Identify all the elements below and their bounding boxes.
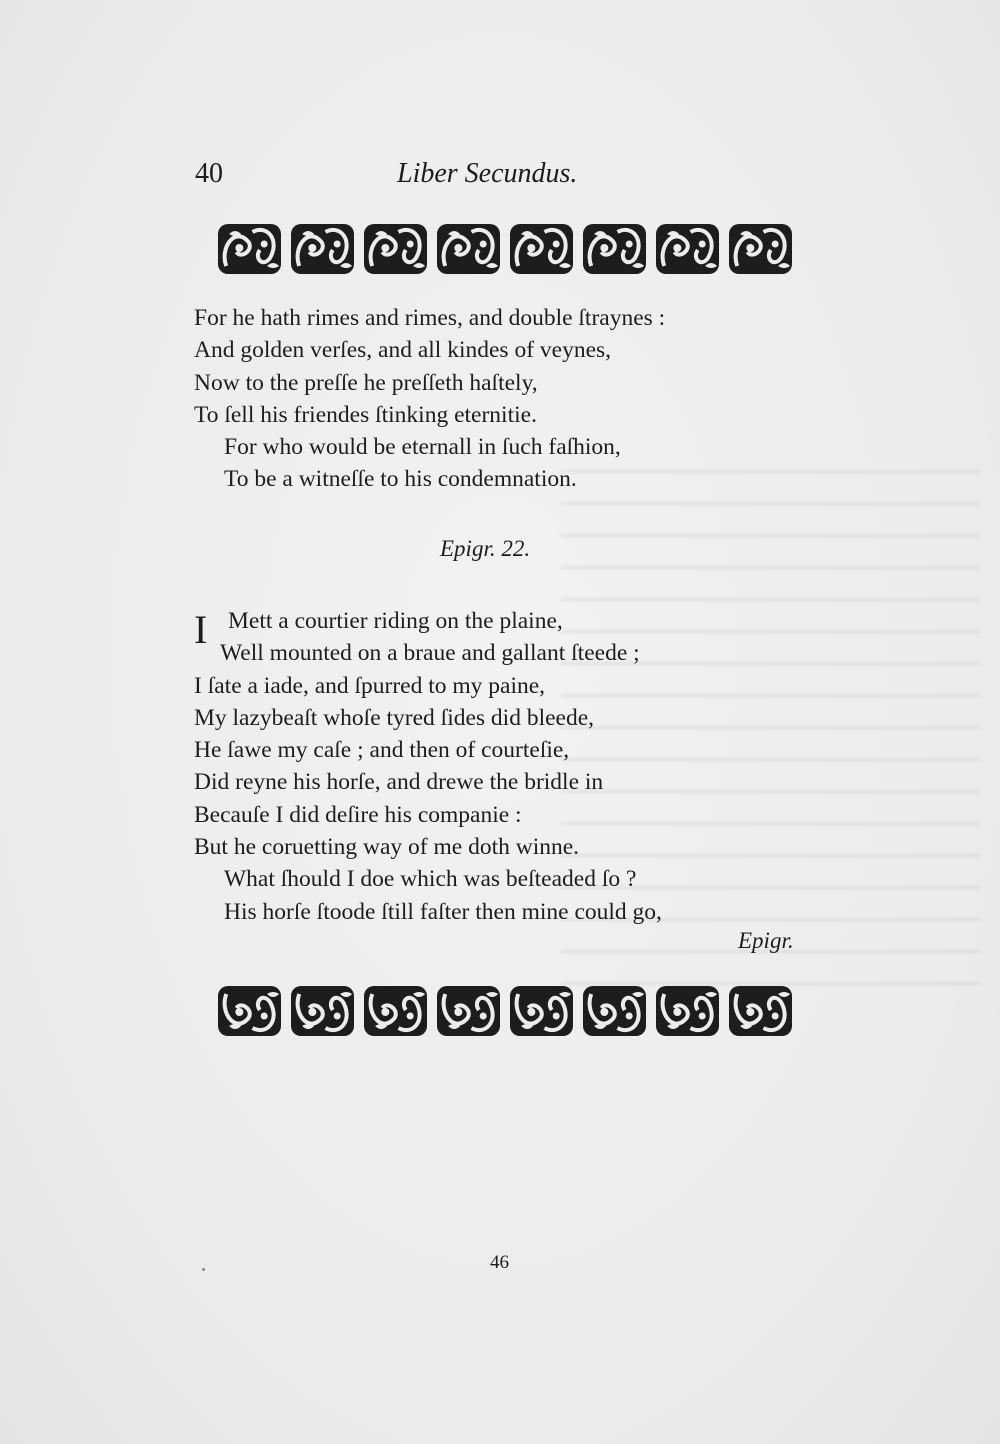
fleuron-icon [729, 224, 792, 274]
epigram-heading: Epigr. 22. [440, 536, 531, 561]
drop-capital: I [194, 607, 208, 652]
catchword: Epigr. [738, 928, 794, 953]
paper-speck [202, 1268, 205, 1271]
fleuron-icon [510, 986, 573, 1036]
epigram-body [194, 605, 834, 928]
verse-line: My lazybeaſt whoſe tyred ſides did bleede, [194, 704, 595, 731]
fleuron-icon [729, 986, 792, 1036]
fleuron-icon [583, 986, 646, 1036]
fleuron-icon [656, 986, 719, 1036]
fleuron-icon [437, 224, 500, 274]
verse-line: For he hath rimes and rimes, and double ſtraynes : [194, 305, 666, 331]
verse-line: For who would be eternall in ſuch faſhion, [224, 434, 621, 461]
verse-line: And golden verſes, and all kindes of veynes, [194, 337, 612, 364]
verse-line: Did reyne his horſe, and drewe the bridle in [194, 769, 604, 796]
verse-line: But he coruetting way of me doth winne. [194, 834, 580, 861]
page-number: 40 [195, 158, 223, 189]
verse-line: Well mounted on a braue and gallant ſteede ; [220, 640, 640, 667]
verse-line: Mett a courtier riding on the plaine, [228, 608, 563, 634]
fleuron-icon [656, 224, 719, 274]
fleuron-icon [510, 224, 573, 274]
verse-line: I ſate a iade, and ſpurred to my paine, [194, 672, 546, 699]
fleuron-band-icon [216, 980, 800, 1042]
fleuron-icon [218, 986, 281, 1036]
verse-line: Becauſe I did deſire his companie : [194, 801, 522, 828]
poem-stanza [194, 302, 834, 496]
fleuron-icon [437, 986, 500, 1036]
fleuron-icon [364, 224, 427, 274]
verse-line: His horſe ſtoode ſtill faſter then mine could go, [224, 898, 662, 925]
verse-line: He ſawe my caſe ; and then of courteſie, [194, 737, 570, 764]
verse-line: To be a witneſſe to his condemnation. [224, 466, 577, 493]
fleuron-icon [291, 224, 354, 274]
fleuron-band-icon [216, 218, 800, 280]
fleuron-icon [218, 224, 281, 274]
fleuron-icon [291, 986, 354, 1036]
verse-line: To ſell his friendes ſtinking eternitie. [194, 401, 537, 428]
fleuron-icon [364, 986, 427, 1036]
fleuron-icon [583, 224, 646, 274]
running-title: Liber Secundus. [397, 158, 578, 189]
verse-line: Now to the preſſe he preſſeth haſtely, [194, 369, 538, 396]
verse-line: What ſhould I doe which was beſteaded ſo ? [224, 866, 637, 893]
folio-number: 46 [490, 1252, 509, 1273]
running-header [195, 158, 615, 198]
